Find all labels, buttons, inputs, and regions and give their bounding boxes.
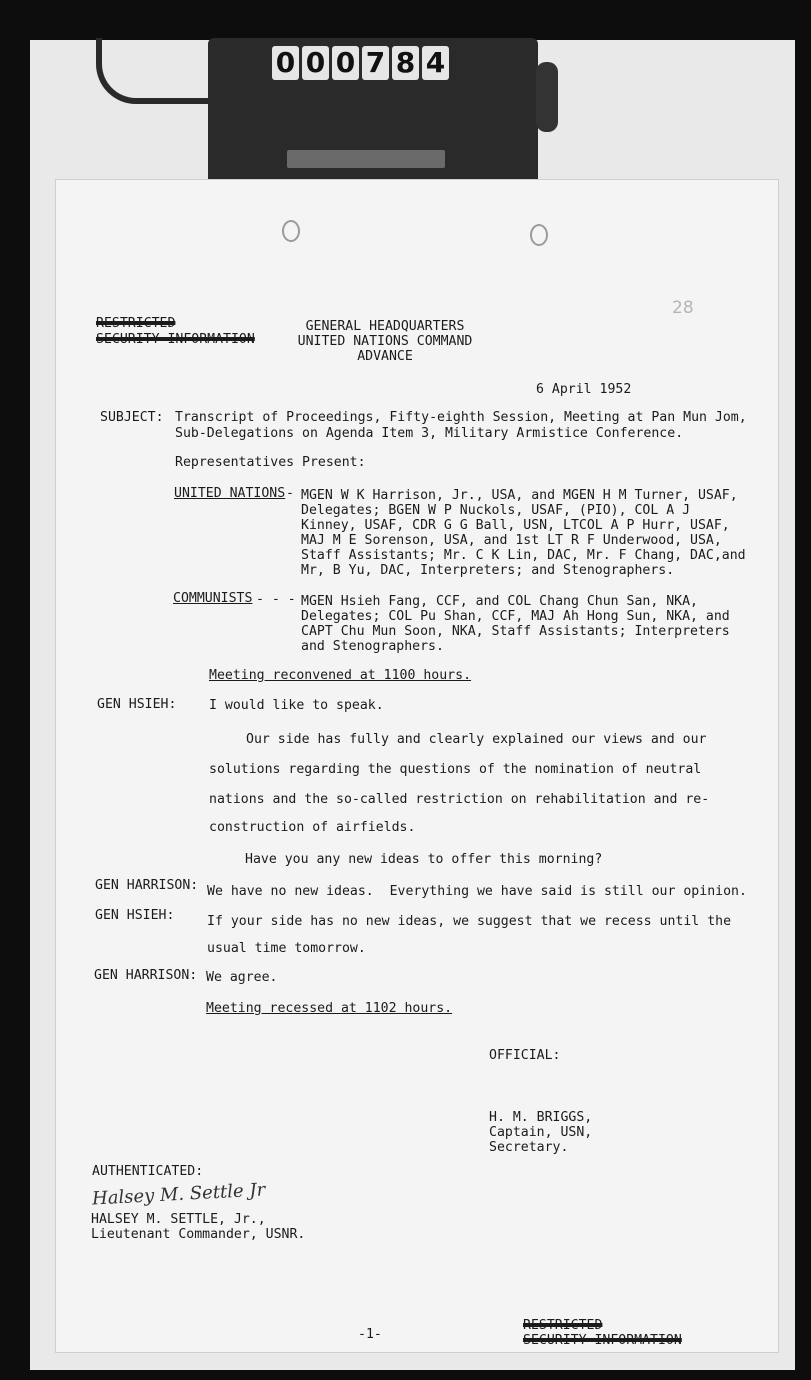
counter-plate [287, 150, 445, 168]
speech-line: nations and the so-called restriction on rehabilitation and re- [209, 792, 710, 807]
official-title: Secretary. [489, 1140, 569, 1155]
punch-hole [530, 224, 548, 246]
hq-line-2: UNITED NATIONS COMMAND [297, 334, 473, 349]
un-rep-line: MGEN W K Harrison, Jr., USA, and MGEN H M Turner, USAF, [301, 488, 738, 503]
speech-line: usual time tomorrow. [207, 941, 366, 956]
speaker-label: GEN HSIEH: [95, 908, 175, 923]
page-number-corner: 28 [672, 298, 694, 318]
punch-hole [282, 220, 300, 242]
footer-classification-restricted: RESTRICTED [523, 1318, 603, 1333]
official-label: OFFICIAL: [489, 1048, 561, 1063]
page-footer-number: -1- [358, 1327, 382, 1342]
counter-digit: 8 [392, 46, 419, 80]
speaker-label: GEN HSIEH: [97, 697, 177, 712]
un-rep-line: MAJ M E Sorenson, USA, and 1st LT R F Underwood, USA, [301, 533, 722, 548]
subject-line: Transcript of Proceedings, Fifty-eighth Session, Meeting at Pan Mun Jom, [175, 410, 747, 425]
classification-restricted: RESTRICTED [96, 316, 176, 331]
speech-line: We agree. [206, 970, 278, 985]
meeting-recessed: Meeting recessed at 1102 hours. [206, 1001, 453, 1016]
speech-line: Our side has fully and clearly explained our views and our [246, 732, 707, 747]
handwritten-signature: Halsey M. Settle Jr [91, 1179, 266, 1210]
com-rep-line: and Stenographers. [301, 639, 444, 654]
speaker-label: GEN HARRISON: [94, 968, 198, 983]
un-dash: - [286, 486, 294, 501]
speech-line: construction of airfields. [209, 820, 416, 835]
un-rep-line: Kinney, USAF, CDR G G Ball, USN, LTCOL A P Hurr, USAF, [301, 518, 730, 533]
speech-line: We have no new ideas. Everything we have said is still our opinion. [207, 884, 747, 899]
authenticated-label: AUTHENTICATED: [92, 1164, 204, 1179]
com-rep-line: CAPT Chu Mun Soon, NKA, Staff Assistants; Interpreters [301, 624, 730, 639]
speech-line: solutions regarding the questions of the nomination of neutral [209, 762, 702, 777]
speech-line: I would like to speak. [209, 698, 384, 713]
counter-digit: 0 [332, 46, 359, 80]
hq-line-3: ADVANCE [357, 349, 413, 364]
footer-classification-security: SECURITY INFORMATION [523, 1333, 682, 1348]
communists-dash: - - - [256, 592, 296, 607]
official-name: H. M. BRIGGS, [489, 1110, 593, 1125]
counter-cable [96, 38, 222, 104]
un-rep-line: Mr, B Yu, DAC, Interpreters; and Stenographers. [301, 563, 675, 578]
document-date: 6 April 1952 [536, 382, 632, 397]
authenticated-name: HALSEY M. SETTLE, Jr., [91, 1212, 266, 1227]
un-rep-line: Delegates; BGEN W P Nuckols, USAF, (PIO), COL A J [301, 503, 691, 518]
com-rep-line: MGEN Hsieh Fang, CCF, and COL Chang Chun San, NKA, [301, 594, 698, 609]
subject-line: Sub-Delegations on Agenda Item 3, Military Armistice Conference. [175, 426, 684, 441]
un-label: UNITED NATIONS [174, 486, 286, 501]
counter-digit: 4 [422, 46, 449, 80]
meeting-reconvened: Meeting reconvened at 1100 hours. [209, 668, 472, 683]
classification-security: SECURITY INFORMATION [96, 332, 255, 347]
counter-knob [536, 62, 558, 132]
un-rep-line: Staff Assistants; Mr. C K Lin, DAC, Mr. F Chang, DAC,and [301, 548, 746, 563]
com-rep-line: Delegates; COL Pu Shan, CCF, MAJ Ah Hong Sun, NKA, and [301, 609, 730, 624]
counter-digit: 7 [362, 46, 389, 80]
speech-line: Have you any new ideas to offer this morning? [245, 852, 603, 867]
communists-label: COMMUNISTS [173, 591, 253, 606]
counter-digit: 0 [272, 46, 299, 80]
authenticated-rank: Lieutenant Commander, USNR. [91, 1227, 306, 1242]
speech-line: If your side has no new ideas, we suggest that we recess until the [207, 914, 732, 929]
official-rank: Captain, USN, [489, 1125, 593, 1140]
frame-counter-digits [272, 46, 449, 82]
counter-digit: 0 [302, 46, 329, 80]
hq-line-1: GENERAL HEADQUARTERS [305, 319, 465, 334]
speaker-label: GEN HARRISON: [95, 878, 199, 893]
representatives-heading: Representatives Present: [175, 455, 366, 470]
subject-label: SUBJECT: [100, 410, 164, 425]
